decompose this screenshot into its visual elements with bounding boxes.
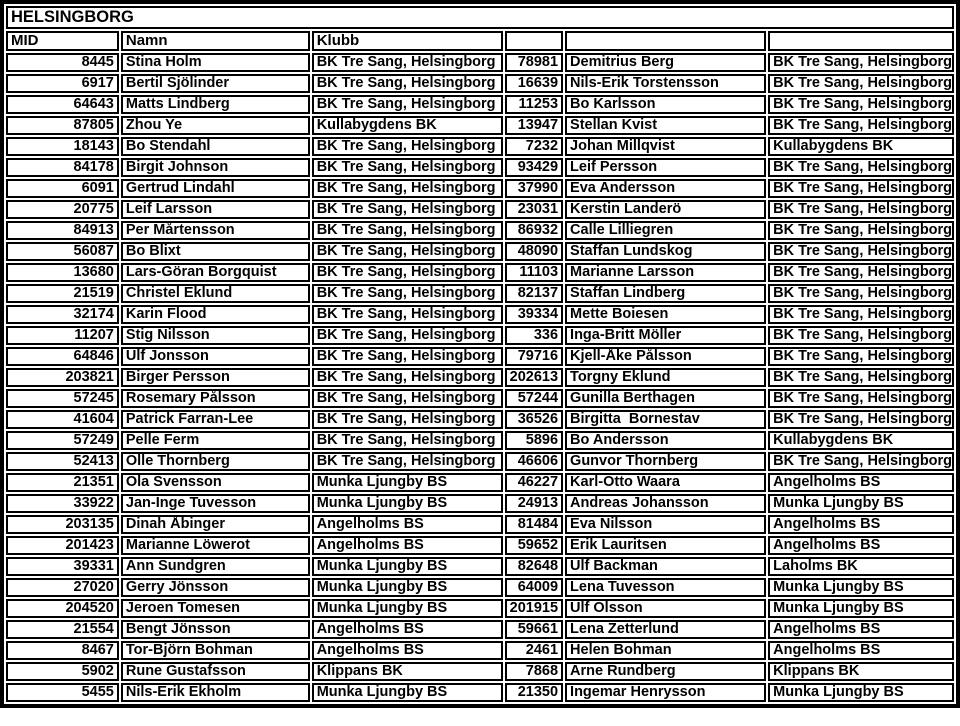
name-cell: Kerstin Landerö <box>565 200 766 219</box>
mid-cell: 21519 <box>6 284 119 303</box>
mid-cell: 41604 <box>6 410 119 429</box>
mid-cell: 13947 <box>505 116 563 135</box>
name-cell: Ulf Jonsson <box>121 347 310 366</box>
club-cell: Munka Ljungby BS <box>312 599 503 618</box>
title-row <box>6 6 954 29</box>
mid-cell: 11253 <box>505 95 563 114</box>
name-cell: Ulf Olsson <box>565 599 766 618</box>
club-cell: Munka Ljungby BS <box>768 578 954 597</box>
table-row <box>6 578 954 597</box>
mid-cell: 5896 <box>505 431 563 450</box>
table-row <box>6 95 954 114</box>
mid-cell: 57244 <box>505 389 563 408</box>
club-cell: BK Tre Sang, Helsingborg <box>312 347 503 366</box>
name-cell: Erik Lauritsen <box>565 536 766 555</box>
table-body <box>6 6 954 702</box>
name-cell: Gunvor Thornberg <box>565 452 766 471</box>
name-cell: Torgny Eklund <box>565 368 766 387</box>
club-cell: Ängelholms BS <box>312 641 503 660</box>
club-cell: Munka Ljungby BS <box>312 578 503 597</box>
name-cell: Stellan Kvist <box>565 116 766 135</box>
club-cell: BK Tre Sang, Helsingborg <box>312 368 503 387</box>
name-cell: Bo Andersson <box>565 431 766 450</box>
name-cell: Lars-Göran Borgquist <box>121 263 310 282</box>
name-cell: Staffan Lundskog <box>565 242 766 261</box>
club-cell: Munka Ljungby BS <box>768 599 954 618</box>
mid-cell: 21351 <box>6 473 119 492</box>
mid-cell: 93429 <box>505 158 563 177</box>
table-row <box>6 452 954 471</box>
name-cell: Lena Tuvesson <box>565 578 766 597</box>
club-cell: Laholms BK <box>768 557 954 576</box>
name-cell: Gunilla Berthagen <box>565 389 766 408</box>
mid-cell: 5902 <box>6 662 119 681</box>
club-cell: Ängelholms BS <box>768 515 954 534</box>
mid-cell: 5455 <box>6 683 119 702</box>
name-cell: Gertrud Lindahl <box>121 179 310 198</box>
mid-cell: 20775 <box>6 200 119 219</box>
table-row <box>6 410 954 429</box>
club-cell: Munka Ljungby BS <box>768 494 954 513</box>
table-row <box>6 515 954 534</box>
name-cell: Ann Sundgren <box>121 557 310 576</box>
name-cell: Stig Nilsson <box>121 326 310 345</box>
club-cell: Angelholms BS <box>768 536 954 555</box>
mid-cell: 27020 <box>6 578 119 597</box>
club-cell: Munka Ljungby BS <box>312 683 503 702</box>
mid-cell: 11207 <box>6 326 119 345</box>
mid-cell: 23031 <box>505 200 563 219</box>
club-cell: Ängelholms BS <box>312 515 503 534</box>
name-cell: Marianne Larsson <box>565 263 766 282</box>
name-cell: Dinah Åbinger <box>121 515 310 534</box>
club-cell: Kullabygdens BK <box>768 431 954 450</box>
mid-cell: 204520 <box>6 599 119 618</box>
mid-cell: 48090 <box>505 242 563 261</box>
mid-cell: 201915 <box>505 599 563 618</box>
mid-cell: 7868 <box>505 662 563 681</box>
name-cell: Karl-Otto Waara <box>565 473 766 492</box>
mid-cell: 84913 <box>6 221 119 240</box>
table-row <box>6 158 954 177</box>
name-cell: Demitrius Berg <box>565 53 766 72</box>
club-cell: BK Tre Sang, Helsingborg <box>312 137 503 156</box>
mid-cell: 32174 <box>6 305 119 324</box>
name-cell: Nils-Erik Ekholm <box>121 683 310 702</box>
club-cell: BK Tre Sang, Helsingborg <box>768 221 954 240</box>
mid-cell: 202613 <box>505 368 563 387</box>
mid-cell: 46227 <box>505 473 563 492</box>
name-cell: Jan-Inge Tuvesson <box>121 494 310 513</box>
mid-cell: 18143 <box>6 137 119 156</box>
table-row <box>6 641 954 660</box>
club-cell: BK Tre Sang, Helsingborg <box>312 305 503 324</box>
name-cell: Mette Boiesen <box>565 305 766 324</box>
club-cell: BK Tre Sang, Helsingborg <box>768 410 954 429</box>
name-cell: Andreas Johansson <box>565 494 766 513</box>
mid-cell: 8445 <box>6 53 119 72</box>
club-cell: BK Tre Sang, Helsingborg <box>768 326 954 345</box>
table-row <box>6 599 954 618</box>
name-cell: Helen Bohman <box>565 641 766 660</box>
name-cell: Matts Lindberg <box>121 95 310 114</box>
table-row <box>6 662 954 681</box>
name-cell: Tor-Björn Bohman <box>121 641 310 660</box>
name-cell: Arne Rundberg <box>565 662 766 681</box>
club-cell: BK Tre Sang, Helsingborg <box>312 326 503 345</box>
club-cell: BK Tre Sang, Helsingborg <box>312 200 503 219</box>
mid-cell: 39331 <box>6 557 119 576</box>
name-cell: Karin Flood <box>121 305 310 324</box>
table-row <box>6 557 954 576</box>
table-row <box>6 431 954 450</box>
name-cell: Gerry Jönsson <box>121 578 310 597</box>
column-header-name: Namn <box>121 31 310 51</box>
table-row <box>6 242 954 261</box>
mid-cell: 82648 <box>505 557 563 576</box>
name-cell: Johan Millqvist <box>565 137 766 156</box>
mid-cell: 2461 <box>505 641 563 660</box>
mid-cell: 24913 <box>505 494 563 513</box>
mid-cell: 57245 <box>6 389 119 408</box>
mid-cell: 39334 <box>505 305 563 324</box>
column-header-club2 <box>768 31 954 51</box>
name-cell: Per Mårtensson <box>121 221 310 240</box>
club-cell: Munka Ljungby BS <box>312 557 503 576</box>
mid-cell: 86932 <box>505 221 563 240</box>
club-cell: BK Tre Sang, Helsingborg <box>768 305 954 324</box>
mid-cell: 203821 <box>6 368 119 387</box>
name-cell: Inga-Britt Möller <box>565 326 766 345</box>
club-cell: BK Tre Sang, Helsingborg <box>312 221 503 240</box>
club-cell: BK Tre Sang, Helsingborg <box>768 263 954 282</box>
table-row <box>6 53 954 72</box>
name-cell: Birgitta Bornestav <box>565 410 766 429</box>
mid-cell: 37990 <box>505 179 563 198</box>
name-cell: Christel Eklund <box>121 284 310 303</box>
club-cell: BK Tre Sang, Helsingborg <box>312 74 503 93</box>
mid-cell: 21554 <box>6 620 119 639</box>
column-header-mid2 <box>505 31 563 51</box>
mid-cell: 8467 <box>6 641 119 660</box>
club-cell: BK Tre Sang, Helsingborg <box>312 263 503 282</box>
table-row <box>6 116 954 135</box>
table-row <box>6 137 954 156</box>
mid-cell: 78981 <box>505 53 563 72</box>
name-cell: Calle Lilliegren <box>565 221 766 240</box>
mid-cell: 46606 <box>505 452 563 471</box>
club-cell: BK Tre Sang, Helsingborg <box>768 158 954 177</box>
table-row <box>6 200 954 219</box>
table-row <box>6 683 954 702</box>
mid-cell: 64009 <box>505 578 563 597</box>
club-cell: Angelholms BS <box>312 620 503 639</box>
name-cell: Bertil Sjölinder <box>121 74 310 93</box>
mid-cell: 6917 <box>6 74 119 93</box>
club-cell: BK Tre Sang, Helsingborg <box>768 179 954 198</box>
table-row <box>6 326 954 345</box>
club-cell: BK Tre Sang, Helsingborg <box>768 200 954 219</box>
name-cell: Birgit Johnson <box>121 158 310 177</box>
mid-cell: 336 <box>505 326 563 345</box>
table-row <box>6 536 954 555</box>
club-cell: BK Tre Sang, Helsingborg <box>312 389 503 408</box>
column-header-mid: MID <box>6 31 119 51</box>
club-cell: BK Tre Sang, Helsingborg <box>312 242 503 261</box>
club-cell: BK Tre Sang, Helsingborg <box>768 284 954 303</box>
club-cell: Munka Ljungby BS <box>312 494 503 513</box>
club-cell: Ängelholms BS <box>768 641 954 660</box>
name-cell: Rune Gustafsson <box>121 662 310 681</box>
club-cell: BK Tre Sang, Helsingborg <box>312 53 503 72</box>
mid-cell: 82137 <box>505 284 563 303</box>
club-cell: Kullabygdens BK <box>312 116 503 135</box>
table-row <box>6 494 954 513</box>
mid-cell: 13680 <box>6 263 119 282</box>
table-row <box>6 347 954 366</box>
table-row <box>6 74 954 93</box>
club-cell: Ängelholms BS <box>768 473 954 492</box>
table-row <box>6 389 954 408</box>
name-cell: Bo Karlsson <box>565 95 766 114</box>
mid-cell: 87805 <box>6 116 119 135</box>
club-cell: Angelholms BS <box>312 536 503 555</box>
name-cell: Leif Larsson <box>121 200 310 219</box>
mid-cell: 84178 <box>6 158 119 177</box>
club-cell: BK Tre Sang, Helsingborg <box>768 389 954 408</box>
mid-cell: 21350 <box>505 683 563 702</box>
mid-cell: 56087 <box>6 242 119 261</box>
name-cell: Staffan Lindberg <box>565 284 766 303</box>
mid-cell: 81484 <box>505 515 563 534</box>
club-cell: BK Tre Sang, Helsingborg <box>768 95 954 114</box>
mid-cell: 201423 <box>6 536 119 555</box>
table-row <box>6 179 954 198</box>
mid-cell: 11103 <box>505 263 563 282</box>
mid-cell: 64846 <box>6 347 119 366</box>
page-title: HELSINGBORG <box>6 6 954 29</box>
mid-cell: 36526 <box>505 410 563 429</box>
name-cell: Lena Zetterlund <box>565 620 766 639</box>
club-cell: Klippans BK <box>312 662 503 681</box>
table-row <box>6 284 954 303</box>
club-cell: BK Tre Sang, Helsingborg <box>768 53 954 72</box>
name-cell: Marianne Löwerot <box>121 536 310 555</box>
column-header-name2 <box>565 31 766 51</box>
name-cell: Zhou Ye <box>121 116 310 135</box>
mid-cell: 33922 <box>6 494 119 513</box>
table-row <box>6 368 954 387</box>
club-cell: Kullabygdens BK <box>768 137 954 156</box>
club-cell: BK Tre Sang, Helsingborg <box>312 431 503 450</box>
club-cell: BK Tre Sang, Helsingborg <box>312 284 503 303</box>
table-row <box>6 263 954 282</box>
club-cell: BK Tre Sang, Helsingborg <box>312 452 503 471</box>
club-cell: BK Tre Sang, Helsingborg <box>768 368 954 387</box>
club-cell: BK Tre Sang, Helsingborg <box>768 347 954 366</box>
name-cell: Rosemary Pålsson <box>121 389 310 408</box>
club-cell: Munka Ljungby BS <box>768 683 954 702</box>
mid-cell: 79716 <box>505 347 563 366</box>
club-cell: BK Tre Sang, Helsingborg <box>768 242 954 261</box>
club-cell: BK Tre Sang, Helsingborg <box>312 179 503 198</box>
club-cell: BK Tre Sang, Helsingborg <box>312 95 503 114</box>
name-cell: Nils-Erik Torstensson <box>565 74 766 93</box>
name-cell: Eva Andersson <box>565 179 766 198</box>
club-cell: BK Tre Sang, Helsingborg <box>768 452 954 471</box>
name-cell: Bo Stendahl <box>121 137 310 156</box>
club-cell: Angelholms BS <box>768 620 954 639</box>
mid-cell: 203135 <box>6 515 119 534</box>
club-cell: Munka Ljungby BS <box>312 473 503 492</box>
name-cell: Ingemar Henrysson <box>565 683 766 702</box>
mid-cell: 52413 <box>6 452 119 471</box>
mid-cell: 57249 <box>6 431 119 450</box>
name-cell: Jeroen Tomesen <box>121 599 310 618</box>
name-cell: Bo Blixt <box>121 242 310 261</box>
mid-cell: 16639 <box>505 74 563 93</box>
club-cell: Klippans BK <box>768 662 954 681</box>
name-cell: Leif Persson <box>565 158 766 177</box>
club-cell: BK Tre Sang, Helsingborg <box>312 410 503 429</box>
mid-cell: 6091 <box>6 179 119 198</box>
club-cell: BK Tre Sang, Helsingborg <box>768 116 954 135</box>
name-cell: Kjell-Åke Pålsson <box>565 347 766 366</box>
name-cell: Ulf Backman <box>565 557 766 576</box>
header-row <box>6 31 954 51</box>
club-cell: BK Tre Sang, Helsingborg <box>312 158 503 177</box>
name-cell: Patrick Farran-Lee <box>121 410 310 429</box>
mid-cell: 64643 <box>6 95 119 114</box>
name-cell: Stina Holm <box>121 53 310 72</box>
name-cell: Bengt Jönsson <box>121 620 310 639</box>
table-row <box>6 221 954 240</box>
name-cell: Ola Svensson <box>121 473 310 492</box>
name-cell: Olle Thornberg <box>121 452 310 471</box>
club-cell: BK Tre Sang, Helsingborg <box>768 74 954 93</box>
name-cell: Eva Nilsson <box>565 515 766 534</box>
name-cell: Birger Persson <box>121 368 310 387</box>
mid-cell: 59652 <box>505 536 563 555</box>
mid-cell: 7232 <box>505 137 563 156</box>
name-cell: Pelle Ferm <box>121 431 310 450</box>
mid-cell: 59661 <box>505 620 563 639</box>
column-header-club: Klubb <box>312 31 503 51</box>
table-row <box>6 305 954 324</box>
table-row <box>6 473 954 492</box>
table-row <box>6 620 954 639</box>
